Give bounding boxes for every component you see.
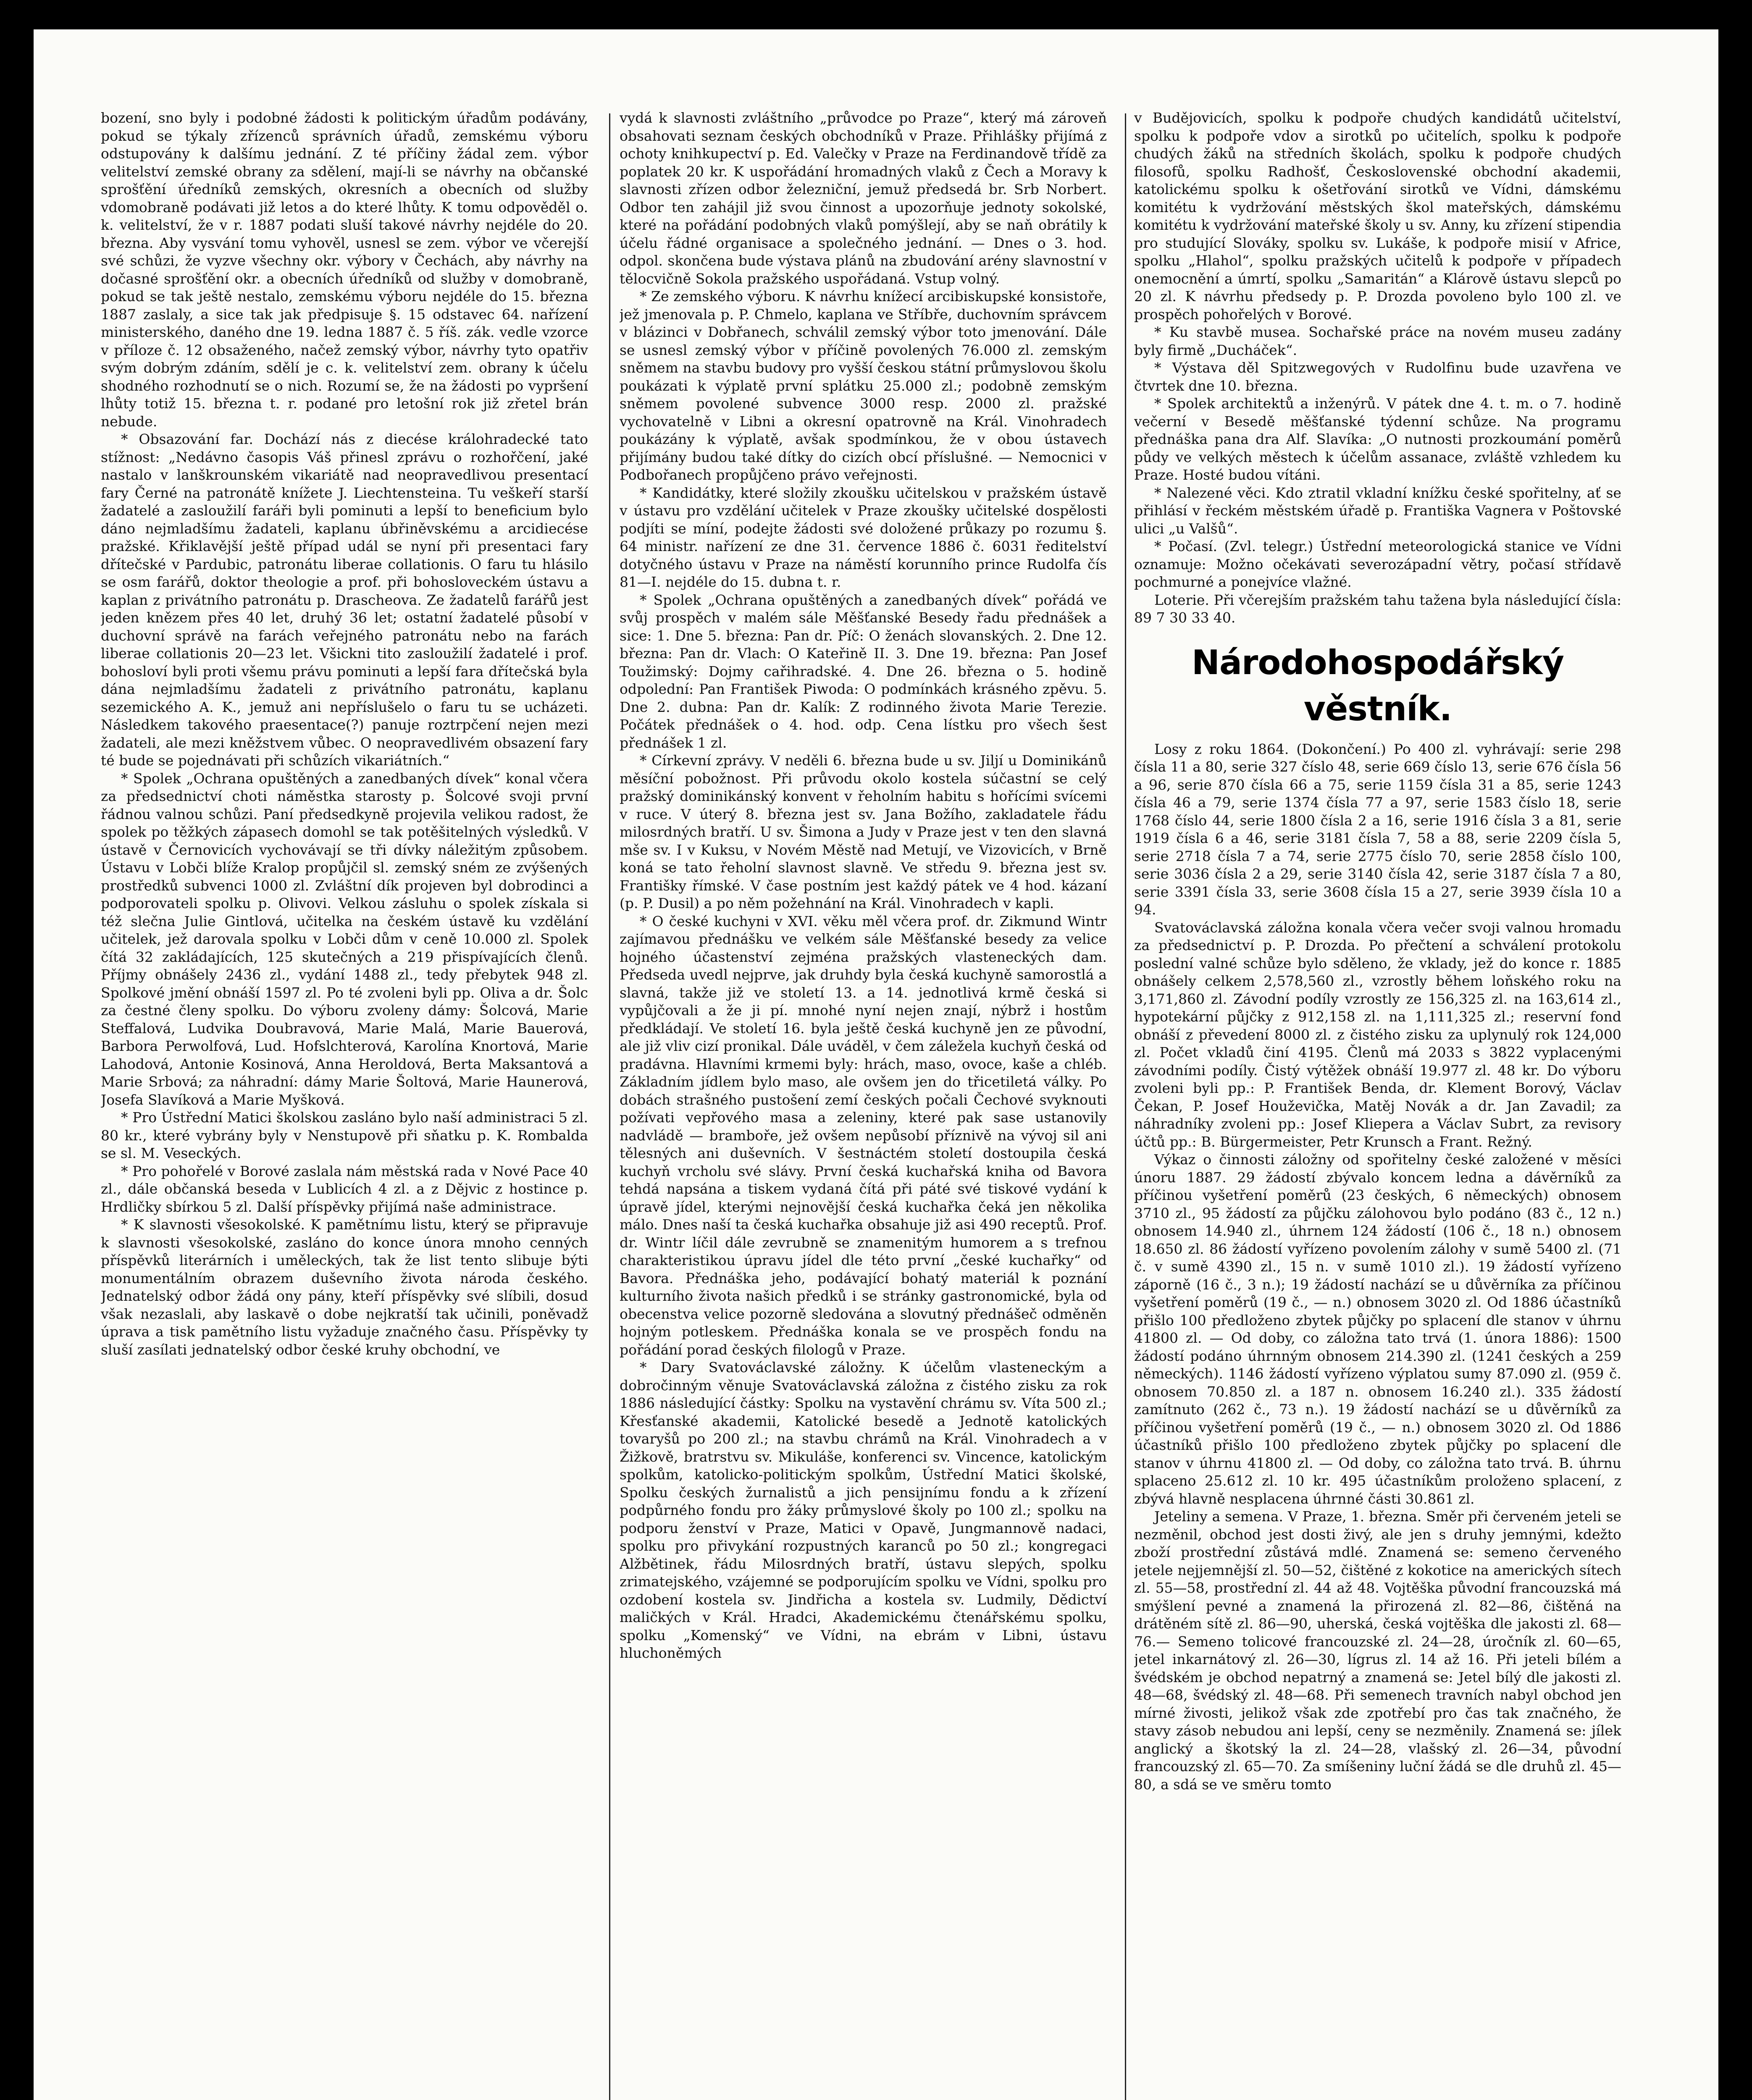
article-paragraph: * Kandidátky, které složily zkoušku učitelskou v pražském ústavě v ústavu pro vzdělání učitelek v Praze zkoušky učitelské dospělosti podjíti se míní, podejte žádosti své doložené průkazy po rozumu §. 64 ministr. nařízení ze dne 31. července 1886 č. 6031 ředitelství dotyčného ústavu v Praze na náměstí korunního prince Rudolfa čís 81—I. nejdéle do 15. dubna t. r. bbox=[620, 484, 1107, 590]
article-paragraph: Losy z roku 1864. (Dokončení.) Po 400 zl. vyhrávají: serie 298 čísla 11 a 80, serie 327 číslo 48, serie 669 číslo 13, serie 676 čísla 56 a 96, serie 870 čísla 66 a 75, serie 1159 čísla 31 a 85, serie 1243 čísla 46 a 79, serie 1374 čísla 77 a 97, serie 1583 číslo 18, serie 1768 číslo 44, serie 1800 čísla 2 a 16, serie 1916 čísla 3 a 81, serie 1919 čísla 6 a 46, serie 3181 čísla 7, 58 a 88, serie 2209 čísla 5, serie 2718 čísla 7 a 74, serie 2775 číslo 70, serie 2858 číslo 100, serie 3036 čísla 2 a 29, serie 3140 čísla 42, serie 3187 čísla 7 a 80, serie 3391 čísla 33, serie 3608 čísla 15 a 27, serie 3939 čísla 10 a 94. bbox=[1134, 740, 1621, 918]
article-paragraph: * Výstava děl Spitzwegových v Rudolfinu bude uzavřena ve čtvrtek dne 10. března. bbox=[1134, 360, 1621, 394]
article-paragraph: * O české kuchyni v XVI. věku měl včera prof. dr. Zikmund Wintr zajímavou přednášku ve velkém sále Měšťanské besedy za velice hojného účastenství zejména pražských vlasteneckých dam. Předseda uvedl nejprve, jak druhdy byla česká kuchyně samorostlá a slavná, takže již ve století 13. a 14. jednotlivá krmě česká si vypůjčovali a že ji pí. mnohé nyní nejen znají, nýbrž i hostům předkládají. Ve století 16. byla ještě česká kuchyně jen ze původní, ale již vliv cizí pronikal. Dále uváděl, v čem záležela kuchyň česká od pradávna. Hlavními krmemi byly: hrách, maso, ovoce, kaše a chléb. Základním jídlem bylo maso, ale ovšem jen do třicetiletá války. Po dobách strašného pustošení zemí českých počali Čechové svyknouti požívati vepřového masa a zeleniny, které pak sase ustanovily nadvládě — bramboře, jež ovšem nepůsobí příznivě na vývoj sil ani tělesných ani duševních. V šestnáctém století dostoupila česká kuchyň vrcholu své slávy. První česká kuchařská kniha od Bavora tehdá napsána a tiskem vydaná čítá při páté své tiskové vydání k úpravě jídel, kterými nejnovější česká kuchařka čeká jen několika málo. Dnes naší ta česká kuchařka obsahuje již asi 490 receptů. Prof. dr. Wintr líčil dále zevrubně se znamenitým humorem a s trefnou charakteristikou úpravu jídel dle této první „české kuchařky“ od Bavora. Přednáška jeho, podávající bohatý materiál k poznání kulturního života našich předků i se stránky gastronomické, byla od obecenstva velice pozorně sledována a slovutný přednášeč odměněn hojným potleskem. Přednáška konala se ve prospěch fondu na pořádání porad českých filologů v Praze. bbox=[620, 913, 1107, 1358]
article-paragraph: * K slavnosti všesokolské. K pamětnímu listu, který se připravuje k slavnosti všesokolské, zasláno do konce února mnoho cenných příspěvků literárních i uměleckých, tak že list tento slibuje býti monumentálním obrazem duševního života národa českého. Jednatelský odbor žádá ony pány, kteří příspěvky své slíbili, dosud však nezaslali, aby laskavě o dobe nejkratší tak učinili, poněvadž úprava a tisk pamětního listu vyžaduje značného času. Příspěvky ty sluší zasílati jednatelský odbor české kruhy obchodní, ve bbox=[101, 1216, 588, 1358]
article-paragraph: Svatováclavská záložna konala včera večer svoji valnou hromadu za předsednictví p. P. Drozda. Po přečtení a schválení protokolu poslední valné schůze bylo sděleno, že vklady, jež do konce r. 1885 obnášely celkem 2,578,560 zl., vzrostly během loňského roku na 3,171,860 zl. Závodní podíly vzrostly ze 156,325 zl. na 163,614 zl., hypotekární půjčky z 912,158 zl. na 1,111,325 zl.; reservní fond obnáší z převedení 8000 zl. z čistého zisku za uplynulý rok 124,000 zl. Počet vkladů činí 4195. Členů má 2033 s 3822 vyplacenými závodními podíly. Čistý výtěžek obnáší 19.977 zl. 48 kr. Do výboru zvoleni byli pp.: P. František Benda, dr. Klement Borový, Václav Čekan, P. Josef Houževička, Matěj Novák a dr. Jan Zavadil; za náhradníky zvoleni pp.: Josef Kliepera a Václav Subrt, za revisory účtů pp.: B. Bürgermeister, Petr Krunsch a Frant. Režný. bbox=[1134, 919, 1621, 1150]
article-paragraph: * Nalezené věci. Kdo ztratil vkladní knížku české spořitelny, ať se přihlásí v řeckém městském úřadě p. Františka Vagnera v Poštovské ulici „u Valšů“. bbox=[1134, 484, 1621, 537]
article-paragraph: * Spolek architektů a inženýrů. V pátek dne 4. t. m. o 7. hodině večerní v Besedě měšťanské týdenní schůze. Na programu přednáška pana dra Alf. Slavíka: „O nutnosti prozkoumání poměrů půdy ve velkých městech k účelům assanace, zvláště vzhledem ku Praze. Hosté budou vítáni. bbox=[1134, 395, 1621, 483]
article-paragraph: vydá k slavnosti zvláštního „průvodce po Praze“, který má zároveň obsahovati seznam českých obchodníků v Praze. Přihlášky přijímá z ochoty knihkupectví p. Ed. Valečky v Praze na Ferdinandově třídě za poplatek 20 kr. K uspořádání hromadných vlaků z Čech a Moravy k slavnosti zřízen odbor železniční, jemuž předsedá br. Srb Norbert. Odbor ten zahájil již svou činnost a upozorňuje jednoty sokolské, které na pořádání podobných vlaků pomýšlejí, aby se naň obrátily k účelu řádné organisace a společného jednání. — Dnes o 3. hod. odpol. skončena bude výstava plánů na zbudování arény slavnostní v tělocvičně Sokola pražského uspořádaná. Vstup volný. bbox=[620, 110, 1107, 287]
article-paragraph: * Spolek „Ochrana opuštěných a zanedbaných dívek“ konal včera za předsednictví choti náměstka starosty p. Šolcové svoji první řádnou valnou schůzi. Paní předsedkyně projevila velikou radost, že spolek po těžkých zápasech domohl se tak potěšitelných výsledků. V ústavě v Černovicích vychovávají se tři dívky náležitým způsobem. Ústavu v Lobči blíže Kralop propůjčil sl. zemský sném ze zvýšených prostředků subvenci 1000 zl. Zvláštní dík projeven byl dobrodinci a podporovateli spolku p. Olivovi. Velkou zásluhu o spolek získala si též slečna Julie Gintlová, učitelka na českém ústavě ku vzdělání učitelek, jež darovala spolku v Lobči dům v ceně 10.000 zl. Spolek čítá 32 zakládajících, 125 skutečných a 219 přispívajících členů. Příjmy obnášely 2436 zl., vydání 1488 zl., tedy přebytek 948 zl. Spolkové jmění obnáší 1597 zl. Po té zvoleni byli pp. Oliva a dr. Šolc za čestné členy spolku. Do výboru zvoleny dámy: Šolcová, Marie Steffalová, Ludvika Doubravová, Marie Malá, Marie Bauerová, Barbora Perwolfová, Lud. Hofslchterová, Karolína Knortová, Marie Lahodová, Antonie Kosinová, Anna Heroldová, Berta Maksantová a Marie Srbová; za náhradní: dámy Marie Šoltová, Marie Haunerová, Josefa Slavíková a Marie Myšková. bbox=[101, 770, 588, 1108]
article-paragraph: * Ze zemského výboru. K návrhu knížecí arcibiskupské konsistoře, jež jmenovala p. P. Chmelo, kaplana ve Stříbře, duchovním správcem v blázinci v Dobřanech, schválil zemský výbor toto jmenování. Dále se usnesl zemský výbor v příčině povolených 76.000 zl. zemským sněmem na stavbu budovy pro vyšší českou státní průmyslovou školu poukázati k výplatě první splátku 25.000 zl.; podobně zemským sněmem povolené subvence 3000 resp. 2000 zl. pražské vychovatelně v Libni a okresní opatrovně na Král. Vinohradech poukázány k výplatě, avšak spodmínkou, že v obou ústavech přijímány budou také dítky do cizích obcí příslušné. — Nemocnici v Podbořanech propůjčeno právo veřejnosti. bbox=[620, 288, 1107, 483]
newspaper-page bbox=[34, 29, 1718, 2100]
column-rule bbox=[609, 113, 610, 2100]
column-1 bbox=[101, 109, 588, 2100]
article-paragraph: * Ku stavbě musea. Sochařské práce na novém museu zadány byly firmě „Ducháček“. bbox=[1134, 324, 1621, 358]
article-paragraph: * Církevní zprávy. V neděli 6. března bude u sv. Jiljí u Dominikánů měsíční pobožnost. Při průvodu okolo kostela súčastní se celý pražský dominikánský konvent v řeholním habitu s hořícími svícemi v ruce. V úterý 8. března jest sv. Jana Božího, zakladatele řádu milosrdných bratří. U sv. Šimona a Judy v Praze jest v ten den slavná mše sv. I v Kuksu, v Novém Městě nad Metují, ve Vizovicích, v Brně koná se tato řeholní slavnost slavně. Ve středu 9. března jest sv. Františky římské. V čase postním jest každý pátek ve 4 hod. kázaní (p. P. Dusil) a po něm požehnání na Král. Vinohradech v kapli. bbox=[620, 752, 1107, 911]
column-rule bbox=[1125, 113, 1126, 2100]
article-paragraph: v Budějovicích, spolku k podpoře chudých kandidátů učitelství, spolku k podpoře vdov a sirotků po učitelích, spolku k podpoře chudých žáků na středních školách, spolku k podpoře chudých filosofů, spolku Radhošť, Československé obchodní akademii, katolickému spolku k ošetřování sirotků ve Vídni, dámskému komitétu k vydržování městských škol mateřských, dámskému komitétu k vydržování mateřské školy u sv. Anny, ku zřízení stipendia pro studující Slováky, spolku sv. Lukáše, k podpoře misií v Africe, spolku „Hlahol“, spolku pražských učitelů k podpoře v případech onemocnění a úmrtí, spolku „Samaritán“ a Klárově ústavu slepců po 20 zl. K návrhu předsedy p. P. Drozda povoleno bylo 100 zl. ve prospěch pohořelých v Borové. bbox=[1134, 110, 1621, 323]
column-2 bbox=[620, 109, 1107, 2100]
column-3 bbox=[1134, 109, 1621, 2100]
article-paragraph: * Počasí. (Zvl. telegr.) Ústřední meteorologická stanice ve Vídni oznamuje: Možno očekávati severozápadní větry, počasí střídavě pochmurné a ponejvíce vlažné. bbox=[1134, 538, 1621, 590]
article-paragraph: * Obsazování far. Dochází nás z diecése králohradecké tato stížnost: „Nedávno časopis Váš přinesl zprávu o rozhořčení, jaké nastalo v lanškrounském vikariátě nad neopravedlivou presentací fary Černé na patronátě knížete J. Liechtensteina. Tu veškeří starší žadatelé a zasloužilí faráři byli pominuti a lepší to beneficium bylo dáno nejmladšímu žadateli, kaplanu úbřiněvskému a arcidiecése pražské. Křiklavější ještě případ udál se nyní při presentaci fary dřítečské v Pardubic, patronátu liberae collationis. O faru tu hlásilo se osm farářů, doktor theologie a prof. při bohosloveckém ústavu a kaplan z privátního patronátu p. Drascheova. Ze žadatelů farářů jest jeden knězem přes 40 let, druhý 36 let; ostatní žadatelé působí v duchovní správě na farách veřejného patronátu nebo na farách liberae collationis 20—23 let. Všickni tito zasloužilí žadatelé i prof. bohosloví byli proti všemu právu pominuti a lepší fara dřítečská byla dána nejmladšímu žadateli z privátního patronátu, kaplanu sezemického A. K., jemuž ani nepříslušelo o faru tu se ucházeti. Následkem takového praesentace(?) panuje roztrpčení nejen mezi žadateli, ale mezi kněžstvem vůbec. O neopravedlivém obsazení fary té bude se pojednávati při schůzích vikariátních.“ bbox=[101, 431, 588, 769]
article-paragraph: * Pro pohořelé v Borové zaslala nám městská rada v Nové Pace 40 zl., dále občanská beseda v Lublicích 4 zl. a z Dějvic z hostince p. Hrdličky sbírkou 5 zl. Další příspěvky přijímá naše administrace. bbox=[101, 1163, 588, 1215]
article-paragraph: * Pro Ústřední Matici školskou zasláno bylo naší administraci 5 zl. 80 kr., které vybrány byly v Nenstupově při sňatku p. K. Rombalda se sl. M. Veseckých. bbox=[101, 1109, 588, 1161]
article-paragraph: * Dary Svatováclavské záložny. K účelům vlasteneckým a dobročinným věnuje Svatováclavská záložna z čistého zisku za rok 1886 následující částky: Spolku na vystavění chrámu sv. Víta 500 zl.; Křesťanské akademii, Katolické besedě a Jednotě katolických tovaryšů po 200 zl.; na stavbu chrámů na Král. Vinohradech a v Žižkově, bratrstvu sv. Mikuláše, konferenci sv. Vincence, katolickým spolkům, katolicko-politickým spolkům, Ústřední Matici školské, Spolku českých žurnalistů a jich pensijnímu fondu a k zřízení podpůrného fondu pro žáky průmyslové školy po 100 zl.; spolku na podporu ženství v Praze, Matici v Opavě, Jungmannově nadaci, spolku pro přivykání rozpustných karanců po 50 zl.; kongregaci Alžbětinek, řádu Milosrdných bratří, ústavu slepých, spolku zrimatejského, vzájemné se podporujícím spolku ve Vídni, spolku pro ozdobení kostela sv. Jindřicha a kostela sv. Ludmily, Dědictví maličkých v Král. Hradci, Akademickému čtenářskému spolku, spolku „Komenský“ ve Vídni, na ebrám v Libni, ústavu hluchoněmých bbox=[620, 1359, 1107, 1661]
article-paragraph: bození, sno byly i podobné žádosti k politickým úřadům podávány, pokud se týkaly zřízenců správních úřadů, zemskému výboru odstupovány k dalšímu jednání. Z té příčiny žádal zem. výbor velitelství zemské obrany za sdělení, mají-li se návrhy na občanské sprošťění úředníků zemských, okresních a obecních od služby vdomobraně podávati již letos a do které lhůty. K tomu odpověděl o. k. velitelství, že v r. 1887 podati sluší takové návrhy nejdéle do 20. března. Aby vysvání tomu vyhověl, usnesl se zem. výbor ve včerejší své schůzi, že vyzve všechny okr. výbory v Čechách, aby návrhy na dočasné sprošťění okr. a obecních úředníků od služby v domobraně, pokud se tak ještě nestalo, zemskému výboru nejdéle do 15. března 1887 zaslaly, a sice tak jak předpisuje §. 15 odstavec 64. nařízení ministerského, daného dne 19. ledna 1887 č. 5 říš. zák. vedle vzorce v příloze č. 12 obsaženého, načež zemský výbor, návrhy tyto opatřiv svým dobrým zdáním, sdělí je c. k. velitelství zem. obrany k účelu shodného rozhodnutí se o nich. Rozumí se, že na žádosti po vypršení lhůty totiž 15. března t. r. podané pro letošní rok již zřetel brán nebude. bbox=[101, 110, 588, 430]
article-paragraph: Výkaz o činnosti záložny od spořitelny české založené v měsíci únoru 1887. 29 žádostí zbývalo koncem ledna a dávěrníků za příčinou vyšetření poměrů (23 českých, 6 německých) obnosem 3710 zl., 95 žádostí za půjčku zálohovou bylo podáno (83 č., 12 n.) obnosem 14.940 zl., úhrnem 124 žádostí (106 č., 18 n.) obnosem 18.650 zl. 86 žádostí vyřízeno povolením zálohy v sumě 5400 zl. (71 č. v sumě 4390 zl., 15 n. v sumě 1010 zl.). 19 žádostí vyřízeno záporně (16 č., 3 n.); 19 žádostí nachází se u důvěrníka za příčinou vyšetření poměrů (19 č., — n.) obnosem 3020 zl. Od 1886 účastníků přišlo 100 předloženo zbytek půjčky po splacení dle stanov v úhrnu 41800 zl. — Od doby, co záložna tato trvá (1. února 1886): 1500 žádostí podáno úhrnným obnosem 214.390 zl. (1241 českých a 259 německých). 1146 žádostí vyřízeno výplatou sumy 87.090 zl. (959 č. obnosem 70.850 zl. a 187 n. obnosem 16.240 zl.). 335 žádostí zamítnuto (262 č., 73 n.). 19 žádostí nachází se u důvěrníků za příčinou vyšetření poměrů (19 č., — n.) obnosem 3020 zl. Od 1886 účastníků přišlo 100 předloženo zbytek půjčky po splacení dle stanov v úhrnu 41800 zl. — Od doby, co záložna tato trvá. B. úhrnu splaceno 25.612 zl. 10 kr. 495 účastníkům proloženo splacení, z zbývá hlavně nesplacena úhrnné části 30.861 zl. bbox=[1134, 1151, 1621, 1507]
article-paragraph: Jeteliny a semena. V Praze, 1. března. Směr při červeném jeteli se nezměnil, obchod jest dosti živý, ale jen s druhy jemnými, kdežto zboží prostřední zůstává mdlé. Znamená se: semeno červeného jetele nejjemnější zl. 50—52, čištěné z kokotice na amerických sítech zl. 55—58, prostřední zl. 44 až 48. Vojtěška původní francouzská má smýšlení pevné a znamená la přirozená zl. 82—86, čištěná na drátěném sítě zl. 86—90, uherská, česká vojtěška dle jakosti zl. 68—76.— Semeno tolicové francouzské zl. 24—28, úročník zl. 60—65, jetel inkarnátový zl. 26—30, lígrus zl. 14 až 16. Při jeteli bílém a švédském je obchod nepatrný a znamená se: Jetel bílý dle jakosti zl. 48—68, švédský zl. 48—68. Při semenech travních nabyl obchod jen mírné živosti, jelikož však zde zpotřebí pro čas tak značného, že stavy zásob nebudou ani lepší, ceny se nezměnily. Znamená se: jílek anglický a škotský la zl. 24—28, vlašský zl. 26—34, původní francouzský zl. 65—70. Za smíšeniny luční žádá se dle druhů zl. 45—80, a sdá se ve směru tomto bbox=[1134, 1508, 1621, 1793]
article-paragraph: * Spolek „Ochrana opuštěných a zanedbaných dívek“ pořádá ve svůj prospěch v malém sále Měšťanské Besedy řadu přednášek a sice: 1. Dne 5. března: Pan dr. Píč: O ženách slovanských. 2. Dne 12. března: Pan dr. Vlach: O Kateřině II. 3. Dne 19. března: Pan Josef Toužimský: Dojmy cařihradské. 4. Dne 26. března o 5. hodině odpolední: Pan František Piwoda: O podmínkách krásného zpěvu. 5. Dne 2. dubna: Pan dr. Kalík: Z rodinného života Marie Terezie. Počátek přednášek o 4. hod. odp. Cena lístku pro všech šest přednášek 1 zl. bbox=[620, 591, 1107, 751]
article-paragraph: Loterie. Při včerejším pražském tahu tažena byla následující čísla: 89 7 30 33 40. bbox=[1134, 591, 1621, 626]
section-heading: Národohospodářský věstník. bbox=[1191, 643, 1564, 728]
